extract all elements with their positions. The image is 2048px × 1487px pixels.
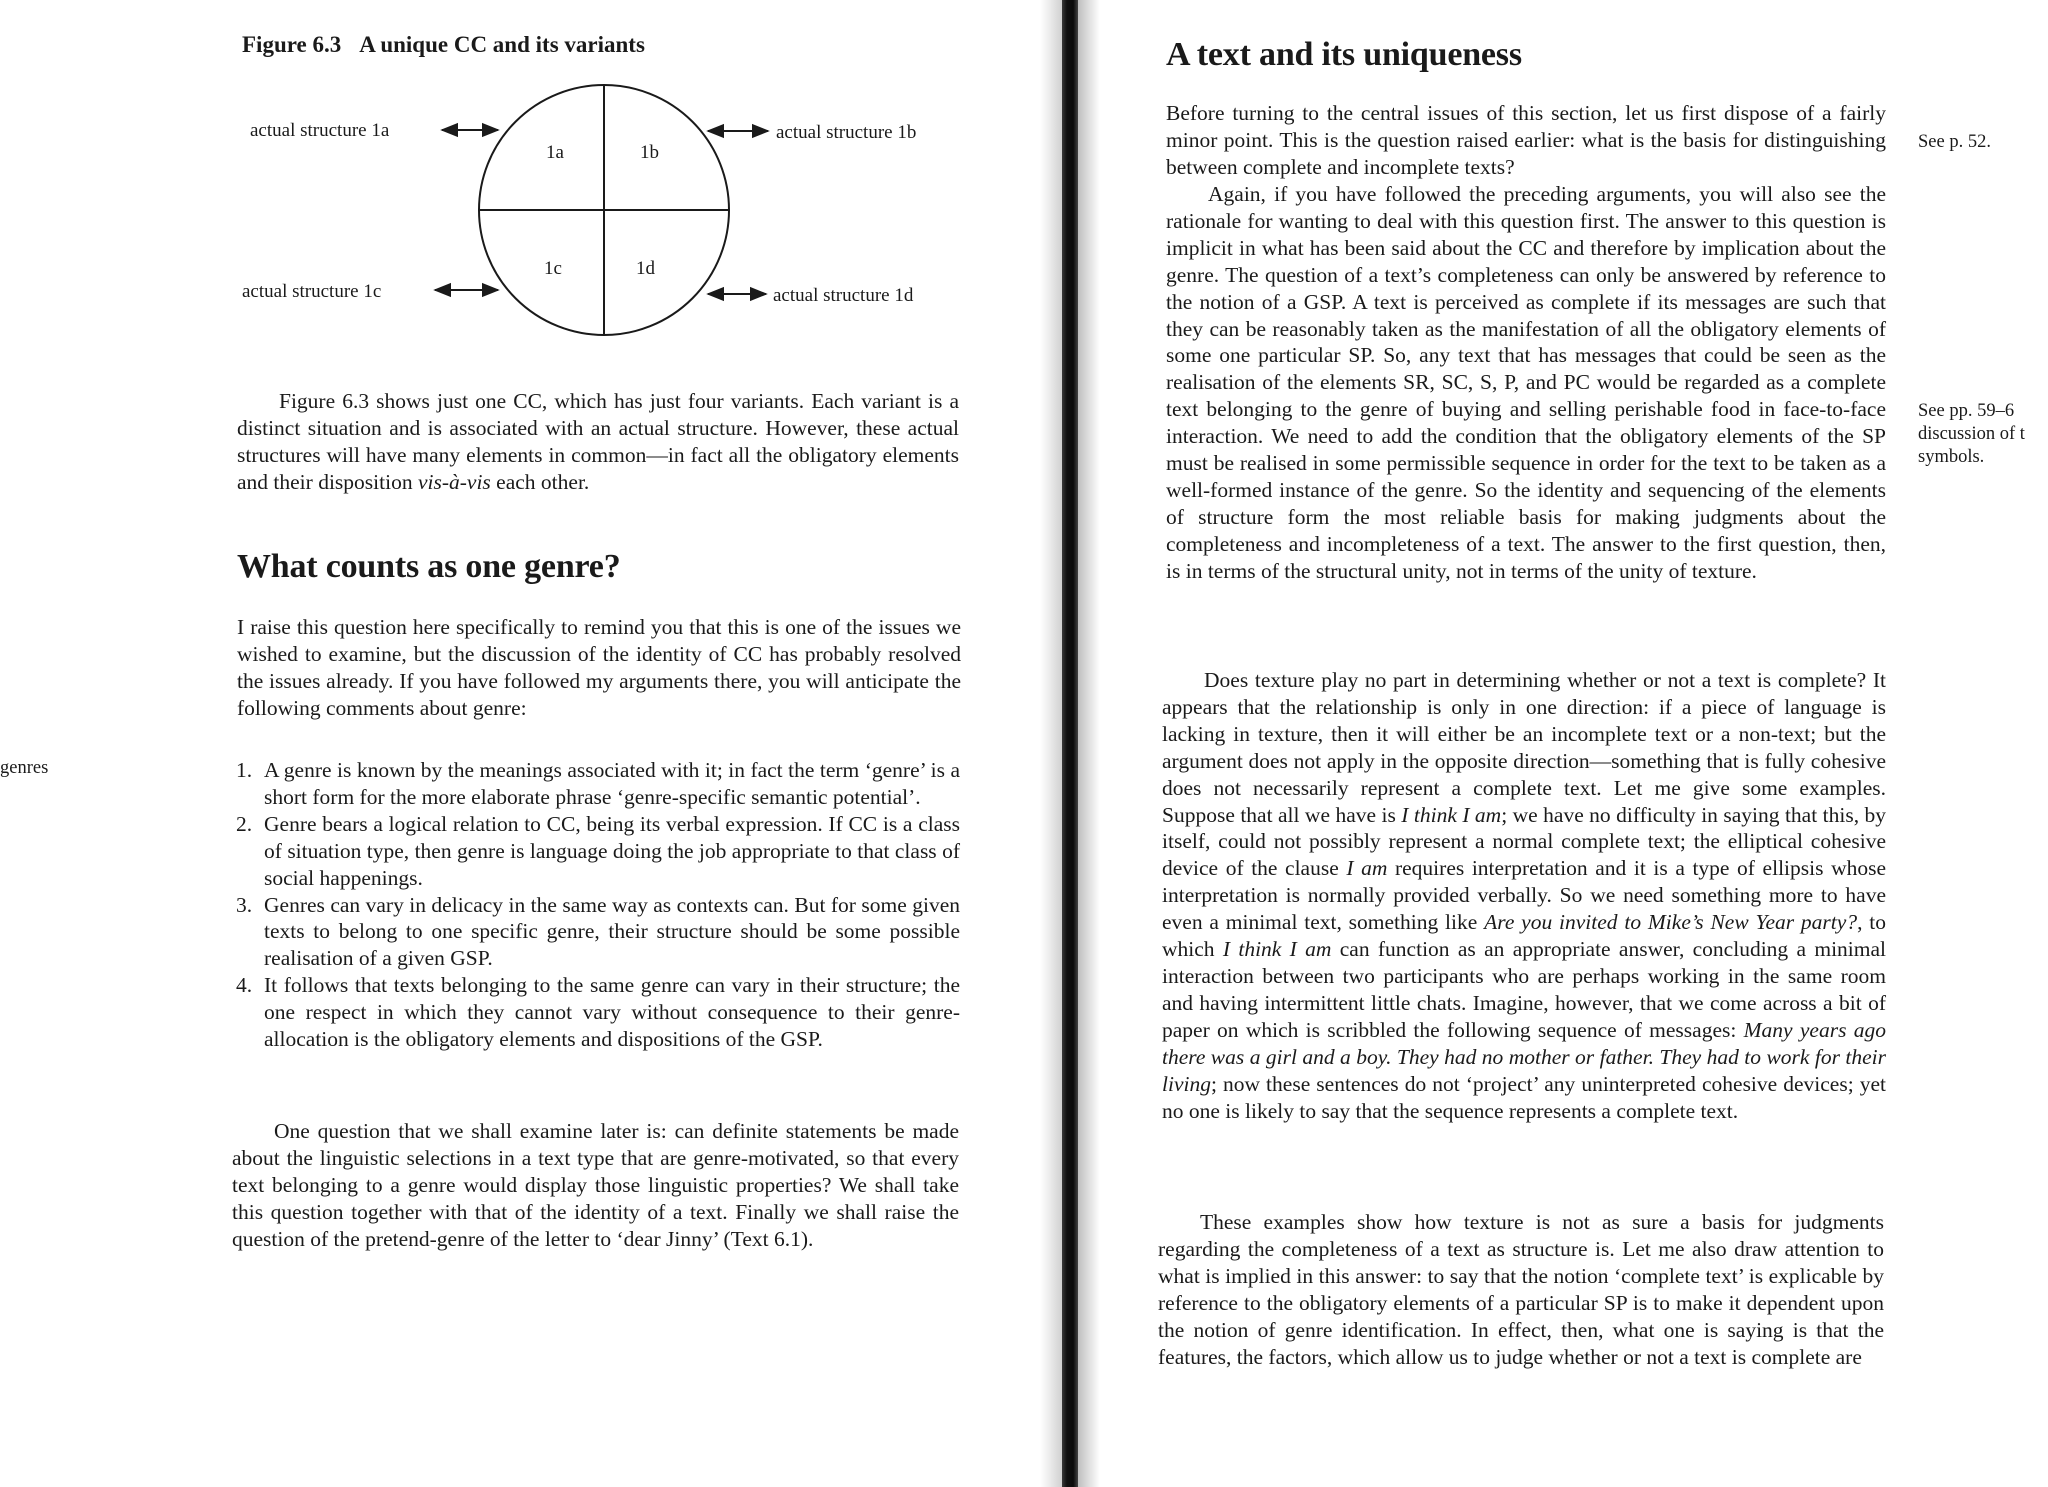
quadrant-label-1a: 1a <box>546 142 564 163</box>
closing-paragraph: One question that we shall examine later is: can definite statements be made about the linguistic selections in a text type that are genre-motivated, so that every text belonging to a genre would display those linguistic properties? We shall take this question together with that of the identity of a text. Finally we shall raise the question of the pretend-genre of the letter to ‘dear Jinny’ (Text 6.1). <box>232 1119 959 1251</box>
section-heading-text-uniqueness: A text and its uniqueness <box>1166 36 1522 73</box>
intro-paragraph: I raise this question here specifically to remind you that this is one of the issues we wished to examine, but the discussion of the identity of CC has probably resolved the issues already. If you have followed my arguments there, you will anticipate the following comments about genre: <box>237 615 961 720</box>
label-actual-structure-1d: actual structure 1d <box>773 285 914 306</box>
book-gutter <box>1062 0 1078 1487</box>
list-item: 2. Genre bears a logical relation to CC, being its verbal expression. If CC is a class of situation type, then genre is language doing the job appropriate to that class of social happenings. <box>236 811 960 890</box>
binding-shadow-left <box>1040 0 1062 1487</box>
quadrant-label-1d: 1d <box>636 258 655 279</box>
right-paragraph-2: Again, if you have followed the preceding arguments, you will also see the rationale for wanting to deal with this question first. The answer to this question is implicit in what has been said about the CC and therefore by implication about the genre. The question of a text’s completeness can only be answered by reference to the notion of a GSP. A text is perceived as complete if its messages are such that they can be reasonably taken as the manifestation of all the obligatory elements of some one particular SP. So, any text that has messages that could be seen as the realisation of the elements SR, SC, S, P, and PC would be regarded as a complete text belonging to the genre of buying and selling perishable food in face-to-face interaction. We need to add the condition that the obligatory elements of the SP must be realised in some permissible sequence in order for the text to be taken as a well-formed instance of the genre. So the identity and sequencing of the elements of structure form the most reliable basis for making judgments about the completeness and incompleteness of a text. The answer to the first question, then, is in terms of the structural unity, not in terms of the unity of texture. <box>1166 182 1886 583</box>
list-item: 4. It follows that texts belonging to the same genre can vary in their structure; the one respect in which they cannot vary without consequence to their genre-allocation is the obligatory elements and dispositions of the GSP. <box>236 973 960 1052</box>
right-paragraph-3: Does texture play no part in determining whether or not a text is complete? It appears that the relationship is only in one direction: if a piece of language is lacking in texture, then it will either be an incomplete text or a non-text; but the argument does not apply in the opposite direction—something that is fully cohesive does not necessarily represent a complete text. Let me give some examples. Suppose that all we have is I think I am; we have no difficulty in saying that this, by itself, could not possibly represent a normal complete text; the elliptical cohesive device of the clause I am requires interpretation and it is a type of ellipsis whose interpretation is normally provided verbally. So we need something more to have even a minimal text, something like Are you invited to Mike’s New Year party?, to which I think I am can function as an appropriate answer, concluding a minimal interaction between two participants who are perhaps working in the same room and having intermittent little chats. Imagine, however, that we come across a bit of paper on which is scribbled the following sequence of messages: Many years ago there was a girl and a boy. They had no mother or father. They had to work for their living; now these sentences do not ‘project’ any uninterpreted cohesive devices; yet no one is likely to say that the sequence represents a complete text. <box>1162 668 1887 1123</box>
margin-note-genres: genres <box>0 758 49 778</box>
figure-number: Figure 6.3 <box>242 32 342 57</box>
binding-shadow-right <box>1078 0 1100 1487</box>
right-paragraph-4: These examples show how texture is not as sure a basis for judgments regarding the completeness of a text as structure is. Let me also draw attention to what is implied in this answer: to say that the notion ‘complete text’ is explicable by reference to the obligatory elements of a particular SP is to make it dependent upon the notion of genre identification. In effect, then, what one is saying is that the features, the factors, which allow us to judge whether or not a text is complete are <box>1158 1210 1884 1369</box>
list-item: 3. Genres can vary in delicacy in the same way as contexts can. But for some given texts to belong to one specific genre, their structure should be some possible realisation of a given GSP. <box>236 892 960 971</box>
section-heading-genre: What counts as one genre? <box>237 548 621 585</box>
label-actual-structure-1b: actual structure 1b <box>776 122 917 143</box>
figure-caption <box>242 32 645 58</box>
right-paragraph-1: Before turning to the central issues of this section, let us first dispose of a fairly minor point. This is the question raised earlier: what is the basis for distinguishing between complete and incomplete texts? <box>1166 101 1886 179</box>
quadrant-label-1c: 1c <box>544 258 562 279</box>
figure-paragraph: Figure 6.3 shows just one CC, which has just four variants. Each variant is a distinct situation and is associated with an actual structure. However, these actual structures will have many elements in common—in fact all the obligatory elements and their disposition vis-à-vis each other. <box>237 389 959 494</box>
italic-vis-a-vis: vis-à-vis <box>417 469 491 494</box>
label-actual-structure-1a: actual structure 1a <box>250 120 390 141</box>
label-actual-structure-1c: actual structure 1c <box>242 281 382 302</box>
cc-variants-diagram <box>230 78 990 350</box>
figure-title: A unique CC and its variants <box>359 32 645 57</box>
list-item: 1. A genre is known by the meanings associated with it; in fact the term ‘genre’ is a short form for the more elaborate phrase ‘genre-specific semantic potential’. <box>236 758 960 809</box>
margin-note-see-p52: See p. 52. <box>1918 132 1991 152</box>
margin-note-see-pp59: See pp. 59–6 discussion of t symbols. <box>1918 401 2025 467</box>
quadrant-label-1b: 1b <box>640 142 659 163</box>
genre-comments-list <box>232 757 960 1053</box>
